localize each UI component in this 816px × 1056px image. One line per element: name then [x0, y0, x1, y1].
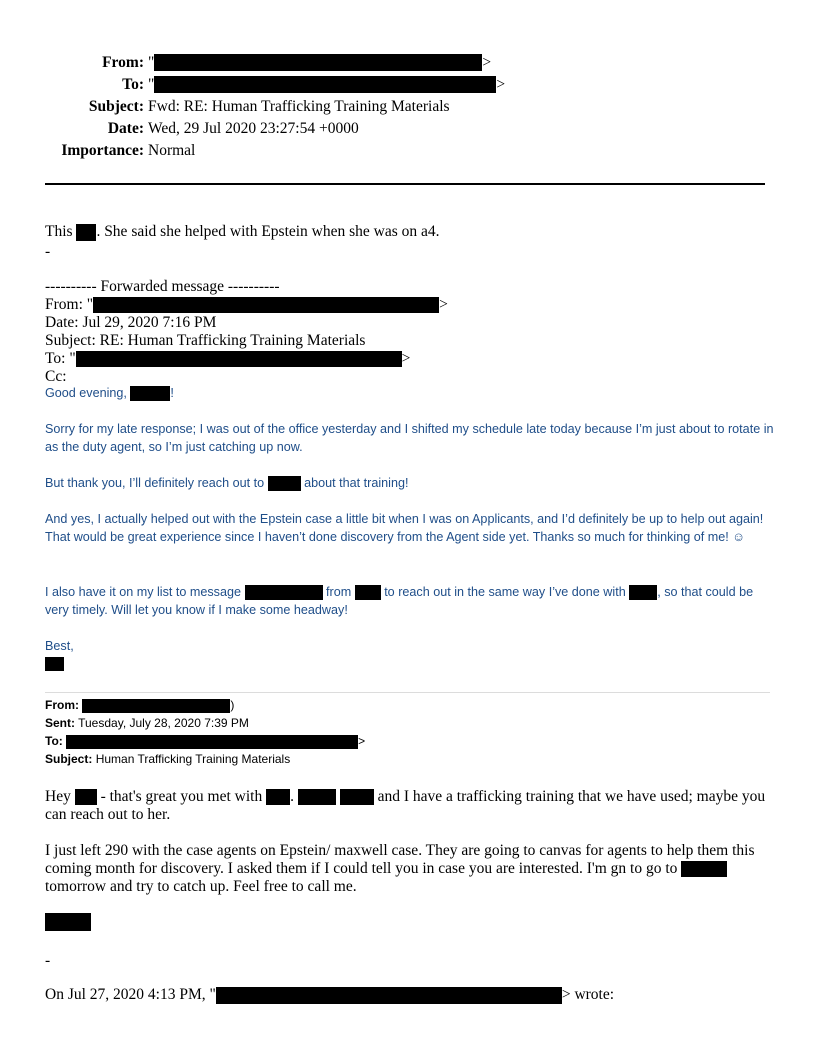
reply-p4-d: , so that could be very timely. Will let you know if I make some headway! [45, 585, 754, 617]
redaction-block [154, 76, 496, 93]
reply-greeting-text: Good evening, [45, 386, 127, 400]
header-date-row [40, 118, 780, 140]
header-importance-row [40, 140, 780, 162]
forwarded-subject: Subject: RE: Human Trafficking Training Materials [45, 332, 366, 349]
reply-paragraph-2 [45, 474, 775, 492]
redaction-block [216, 987, 562, 1004]
redaction-block [66, 735, 358, 749]
original-hey-d: and I have a trafficking training that we have used; maybe you can reach out to her. [45, 788, 766, 823]
outlook-from-label: From: [45, 698, 79, 712]
outlook-from-suffix: ) [230, 698, 235, 712]
outlook-to [45, 732, 365, 750]
reply-paragraph-1: Sorry for my late response; I was out of the office yesterday and I shifted my schedule late today because I’m just about to rotate in as the duty agent, so I’m just catching up now. [45, 422, 774, 454]
wrote-prefix: On Jul 27, 2020 4:13 PM, " [45, 986, 216, 1003]
outlook-subject-label: Subject: [45, 752, 93, 766]
wrote-line [45, 986, 614, 1004]
reply-p2-b: about that training! [304, 476, 409, 490]
header-from-label: From: [102, 54, 144, 71]
header-to-prefix: " [148, 76, 155, 93]
redaction-block [340, 789, 374, 805]
header-importance-label: Importance: [61, 142, 144, 159]
header-divider [45, 183, 765, 185]
redaction-block [268, 476, 301, 491]
forwarded-date: Date: Jul 29, 2020 7:16 PM [45, 314, 217, 331]
original-p2: I just left 290 with the case agents on Epstein/ maxwell case. They are going to canvas for agents to help them this coming month for discovery. I asked them if I could tell you in case you are interested. I'm gn to go to [45, 842, 755, 877]
intro-this: This [45, 223, 73, 240]
outlook-divider [45, 692, 770, 693]
original-paragraph-1 [45, 788, 770, 824]
header-to-row [40, 74, 780, 96]
outlook-sent-value: Tuesday, July 28, 2020 7:39 PM [78, 716, 249, 730]
redaction-block [681, 861, 727, 877]
original-hey: Hey [45, 788, 71, 805]
intro-line [45, 223, 440, 241]
redaction-block [266, 789, 290, 805]
redaction-block [154, 54, 482, 71]
header-to-suffix: > [496, 76, 506, 93]
reply-signoff: Best, [45, 639, 74, 653]
email-header [40, 52, 780, 162]
header-importance-value: Normal [148, 142, 196, 159]
outlook-to-suffix: > [358, 734, 366, 748]
outlook-sent-label: Sent: [45, 716, 75, 730]
forwarded-from [45, 296, 448, 314]
redaction-block [82, 699, 230, 713]
intro-dash: - [45, 243, 51, 260]
header-from-row [40, 52, 780, 74]
redaction-block [93, 297, 439, 313]
outlook-to-label: To: [45, 734, 63, 748]
original-dash: - [45, 952, 51, 969]
outlook-from [45, 696, 234, 714]
header-from-suffix: > [482, 54, 492, 71]
outlook-subject [45, 750, 290, 768]
reply-p4-c: to reach out in the same way I’ve done with [384, 585, 626, 599]
header-to-label: To: [122, 76, 144, 93]
redaction-block [298, 789, 336, 805]
header-subject-row [40, 96, 780, 118]
forwarded-from-label: From: " [45, 296, 94, 313]
redaction-block [45, 657, 64, 671]
redaction-block [76, 351, 402, 367]
redaction-block [75, 789, 97, 805]
reply-paragraph-4 [45, 583, 775, 619]
reply-p2-a: But thank you, I’ll definitely reach out to [45, 476, 265, 490]
header-subject-label: Subject: [88, 98, 144, 115]
forwarded-separator: ---------- Forwarded message ---------- [45, 278, 280, 295]
redaction-block [45, 913, 91, 931]
header-subject-value: Fwd: RE: Human Trafficking Training Materials [148, 98, 450, 115]
original-hey-c: . [290, 788, 294, 805]
redaction-block [76, 224, 96, 241]
redaction-block [130, 386, 170, 401]
reply-p4-a: I also have it on my list to message [45, 585, 241, 599]
redaction-block [629, 585, 657, 600]
reply-p4-b: from [326, 585, 352, 599]
original-paragraph-2 [45, 842, 770, 896]
intro-rest: . She said she helped with Epstein when she was on a4. [96, 223, 440, 240]
outlook-sent [45, 714, 249, 732]
header-date-value: Wed, 29 Jul 2020 23:27:54 +0000 [148, 120, 359, 137]
forwarded-from-suffix: > [439, 296, 448, 313]
forwarded-to-suffix: > [401, 350, 411, 367]
wrote-suffix: > wrote: [561, 986, 615, 1003]
header-date-label: Date: [107, 120, 144, 137]
reply-greeting-suffix: ! [170, 386, 174, 400]
original-hey-b: - that's great you met with [100, 788, 263, 805]
reply-greeting [45, 384, 775, 402]
header-from-prefix: " [148, 54, 155, 71]
outlook-subject-value: Human Trafficking Training Materials [95, 752, 291, 766]
original-p2-end: tomorrow and try to catch up. Feel free to call me. [45, 878, 357, 895]
redaction-block [245, 585, 323, 600]
reply-paragraph-3: And yes, I actually helped out with the Epstein case a little bit when I was on Applicants, and I’d definitely be up to help out again! That would be great experience since I haven’t done discovery from the Agent side yet. Thanks so much for thinking of me! ☺ [45, 512, 764, 544]
forwarded-to [45, 350, 410, 368]
redaction-block [355, 585, 381, 600]
forwarded-cc: Cc: [45, 368, 67, 385]
forwarded-to-label: To: " [45, 350, 76, 367]
